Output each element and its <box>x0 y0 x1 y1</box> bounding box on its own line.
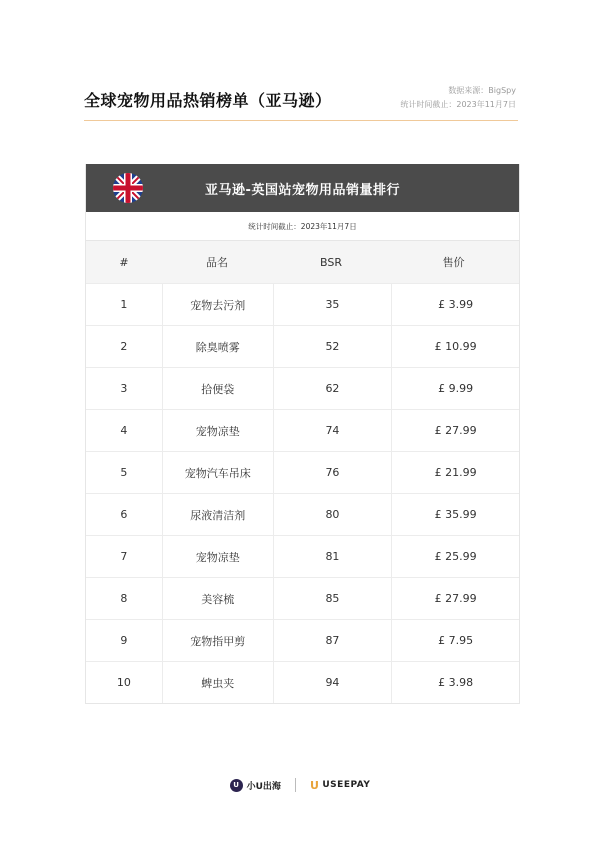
rank-cell: 2 <box>120 340 128 353</box>
rank-cell: 3 <box>120 382 128 395</box>
name-cell: 宠物凉垫 <box>162 410 274 451</box>
name-cell: 除臭喷雾 <box>162 326 274 367</box>
useepay-logo <box>310 779 370 792</box>
uk-flag-icon <box>113 173 143 203</box>
name-cell: 宠物去污剂 <box>162 284 274 325</box>
table-row <box>86 410 519 452</box>
price-cell: £ 27.99 <box>434 424 477 437</box>
name-cell: 宠物汽车吊床 <box>162 452 274 493</box>
footer <box>0 778 600 792</box>
table-row <box>86 452 519 494</box>
useepay-logo-icon: U <box>309 778 320 792</box>
bsr-cell: 81 <box>274 536 393 577</box>
rank-cell: 10 <box>116 676 131 689</box>
xiaou-logo <box>230 779 281 792</box>
header-price: 售价 <box>442 256 465 269</box>
price-cell: £ 27.99 <box>434 592 477 605</box>
header-bsr: BSR <box>320 255 342 269</box>
table-body <box>86 284 519 703</box>
table-row <box>86 578 519 620</box>
rank-cell: 8 <box>120 592 128 605</box>
price-cell: £ 21.99 <box>434 466 477 479</box>
footer-divider <box>295 778 296 792</box>
price-cell: £ 3.99 <box>438 298 474 311</box>
price-cell: £ 3.98 <box>438 676 474 689</box>
bsr-cell: 85 <box>274 578 393 619</box>
price-cell: £ 7.95 <box>438 634 474 647</box>
title-divider <box>84 120 518 121</box>
bsr-cell: 94 <box>274 662 393 703</box>
table-row <box>86 662 519 703</box>
table-header-row <box>86 241 519 284</box>
xiaou-logo-icon: U <box>230 779 243 792</box>
table-banner <box>86 164 519 212</box>
name-cell: 宠物凉垫 <box>162 536 274 577</box>
name-cell: 蜱虫夹 <box>162 662 274 703</box>
table-row <box>86 494 519 536</box>
table-row <box>86 284 519 326</box>
table-subtitle: 统计时间截止：2023年11月7日 <box>86 212 519 241</box>
rank-cell: 4 <box>120 424 128 437</box>
name-cell: 拾便袋 <box>162 368 274 409</box>
xiaou-logo-text: 小U出海 <box>246 781 281 792</box>
bsr-cell: 87 <box>274 620 393 661</box>
price-cell: £ 10.99 <box>434 340 477 353</box>
name-cell: 美容梳 <box>162 578 274 619</box>
table-row <box>86 326 519 368</box>
price-cell: £ 25.99 <box>434 550 477 563</box>
header-rank: # <box>119 255 129 269</box>
header-name: 品名 <box>206 256 228 269</box>
banner-title: 亚马逊-英国站宠物用品销量排行 <box>205 182 400 198</box>
useepay-logo-text: USEEPAY <box>322 780 371 790</box>
name-cell: 尿液清洁剂 <box>162 494 274 535</box>
rank-cell: 5 <box>120 466 128 479</box>
data-source-text: 数据来源：BigSpy <box>448 86 516 95</box>
bsr-cell: 52 <box>274 326 393 367</box>
page-meta <box>400 84 516 112</box>
table-row <box>86 536 519 578</box>
page-title: 全球宠物用品热销榜单（亚马逊） <box>84 91 332 110</box>
rank-cell: 7 <box>120 550 128 563</box>
bsr-cell: 74 <box>274 410 393 451</box>
name-cell: 宠物指甲剪 <box>162 620 274 661</box>
table-row <box>86 368 519 410</box>
price-cell: £ 9.99 <box>438 382 474 395</box>
ranking-table <box>85 164 520 704</box>
rank-cell: 6 <box>120 508 128 521</box>
rank-cell: 9 <box>120 634 128 647</box>
price-cell: £ 35.99 <box>434 508 477 521</box>
bsr-cell: 76 <box>274 452 393 493</box>
date-cutoff-text: 统计时间截止：2023年11月7日 <box>400 100 516 109</box>
rank-cell: 1 <box>120 298 128 311</box>
table-row <box>86 620 519 662</box>
bsr-cell: 62 <box>274 368 393 409</box>
bsr-cell: 80 <box>274 494 393 535</box>
bsr-cell: 35 <box>274 284 393 325</box>
